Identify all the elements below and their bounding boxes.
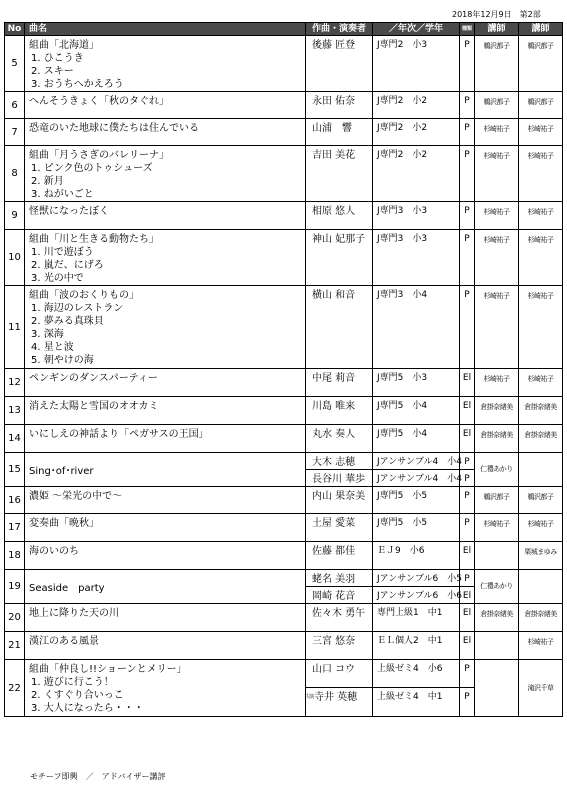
grade-year: Jアンサンブル4 小4 (373, 470, 460, 487)
movement-item: 3. 深海 (31, 329, 64, 340)
teacher-1: 杉崎祐子 (475, 286, 519, 369)
instrument-type: El (460, 369, 475, 397)
table-row (5, 570, 563, 587)
grade-year: J専門3 小3 (373, 202, 460, 230)
teacher-1: 倉掛奈緒美 (475, 604, 519, 632)
movement-item: 2. くすぐり合いっこ (31, 690, 124, 701)
col-teacher-1: 講師 (475, 23, 519, 36)
movement-item: 2. 新月 (31, 176, 64, 187)
teacher-2: 杉崎祐子 (519, 514, 563, 542)
teacher-1: 杉崎祐子 (475, 146, 519, 202)
movement-item: 3. おうちへかえろう (31, 79, 124, 90)
piece-title (25, 230, 306, 286)
col-year: ／年次／学年 (373, 23, 460, 36)
grade-year: J専門2 小2 (373, 119, 460, 146)
teacher-2: 杉崎祐子 (519, 286, 563, 369)
piece-title-main: 消えた太陽と雪国のオオカミ (29, 401, 159, 412)
grade-year: J専門5 小5 (373, 487, 460, 514)
movement-item: 5. 朝やけの海 (31, 355, 94, 366)
instrument-type: P (460, 570, 475, 587)
piece-title (25, 92, 306, 119)
instrument-type: P (460, 119, 475, 146)
performer-name: 佐々木 勇午 (306, 604, 373, 632)
teacher-2: 鵜沢都子 (519, 487, 563, 514)
grade-year: 専門上級1 中1 (373, 604, 460, 632)
teacher-2: 杉崎祐子 (519, 119, 563, 146)
piece-title-main: 組曲「仲良し!!ショーンとメリー」 (29, 664, 187, 675)
grade-year: J専門2 小3 (373, 36, 460, 92)
instrument-type: P (460, 146, 475, 202)
table-row (5, 202, 563, 230)
piece-title-main: ペンギンのダンスパーティー (29, 373, 158, 384)
instrument-type: P (460, 230, 475, 286)
piece-title (25, 369, 306, 397)
instrument-type: El (460, 632, 475, 660)
piece-title-main: 組曲「川と生きる動物たち」 (29, 234, 159, 245)
performer-name: 丸水 奏人 (306, 425, 373, 453)
teacher-2: 倉掛奈緒美 (519, 425, 563, 453)
col-performer: 作曲・演奏者 (306, 23, 373, 36)
piece-title-main: 海のいのち (29, 546, 79, 557)
grade-year: J専門3 小3 (373, 230, 460, 286)
piece-title-main: 怪獣になったぼく (29, 206, 109, 217)
row-number: 15 (5, 453, 25, 487)
performer-name (306, 688, 373, 717)
piece-title-main: へんそうきょく「秋のタぐれ」 (29, 96, 169, 107)
table-row (5, 604, 563, 632)
instrument-type: P (460, 286, 475, 369)
teacher-1: 杉崎祐子 (475, 202, 519, 230)
instrument-type: P (460, 514, 475, 542)
row-number: 7 (5, 119, 25, 146)
row-number: 19 (5, 570, 25, 604)
teacher-1: 鵜沢都子 (475, 36, 519, 92)
grade-year: Jアンサンブル6 小5 (373, 570, 460, 587)
row-number: 6 (5, 92, 25, 119)
row-number: 22 (5, 660, 25, 717)
teacher-2: 栗城まゆみ (519, 542, 563, 570)
teacher-2: 倉掛奈緒美 (519, 397, 563, 425)
teacher-2 (519, 570, 563, 604)
movement-item: 1. ひこうき (31, 53, 84, 64)
table-row (5, 369, 563, 397)
teacher-1: 鵜沢都子 (475, 92, 519, 119)
footer-note: モチーフ即興 ／ アドバイザー講評 (30, 772, 166, 781)
piece-title-main: 濃姫 ～栄光の中で～ (29, 491, 123, 502)
row-number: 13 (5, 397, 25, 425)
performer-name: 後藤 匠登 (306, 36, 373, 92)
piece-title (25, 632, 306, 660)
grade-year: Jアンサンブル4 小4 (373, 453, 460, 470)
row-number: 10 (5, 230, 25, 286)
teacher-2: 鵜沢都子 (519, 92, 563, 119)
teacher-2: 鵜沢都子 (519, 36, 563, 92)
piece-title (25, 36, 306, 92)
instrument-type: El (460, 587, 475, 604)
col-type: 種類 (460, 23, 475, 36)
row-number: 11 (5, 286, 25, 369)
piece-title (25, 425, 306, 453)
teacher-2: 杉崎祐子 (519, 202, 563, 230)
performer-name (306, 470, 373, 487)
performer-name: 吉田 美花 (306, 146, 373, 202)
movement-item: 3. 光の中で (31, 273, 84, 284)
piece-title (25, 660, 306, 717)
instrument-type: El (460, 397, 475, 425)
piece-title (25, 146, 306, 202)
piece-title (25, 119, 306, 146)
table-row (5, 487, 563, 514)
performer-name: 佐藤 都佳 (306, 542, 373, 570)
table-row (5, 230, 563, 286)
performer-name: 横山 和音 (306, 286, 373, 369)
table-row (5, 660, 563, 688)
teacher-1: 杉崎祐子 (475, 230, 519, 286)
teacher-2: 滝沢千草 (519, 660, 563, 717)
movement-item: 3. 大人になったら・・・ (31, 703, 144, 714)
row-number: 9 (5, 202, 25, 230)
piece-title-main: いにしえの神話より「ペガサスの王国」 (29, 429, 209, 440)
table-row (5, 514, 563, 542)
grade-year: J専門5 小3 (373, 369, 460, 397)
table-row (5, 36, 563, 92)
instrument-type: P (460, 36, 475, 92)
row-number: 14 (5, 425, 25, 453)
program-table (4, 22, 563, 717)
table-row (5, 397, 563, 425)
piece-title-main: 恐竜のいた地球に僕たちは住んでいる (29, 123, 199, 134)
table-row (5, 119, 563, 146)
instrument-type: El (460, 425, 475, 453)
performer-name (306, 587, 373, 604)
grade-year: J専門3 小4 (373, 286, 460, 369)
teacher-1: 倉掛奈緒美 (475, 425, 519, 453)
table-row (5, 453, 563, 470)
row-number: 5 (5, 36, 25, 92)
col-no: No (5, 23, 25, 36)
movement-item: 1. 川で遊ぼう (31, 247, 94, 258)
performer-name: 相原 悠人 (306, 202, 373, 230)
grade-year: J専門2 小2 (373, 146, 460, 202)
piece-title (25, 397, 306, 425)
movement-item: 1. 海辺のレストラン (31, 303, 124, 314)
piece-title-main: 組曲「月うさぎのバレリーナ」 (29, 150, 169, 161)
row-number: 21 (5, 632, 25, 660)
piece-title-main: 組曲「波のおくりもの」 (29, 290, 139, 301)
instrument-type: El (460, 542, 475, 570)
col-title: 曲名 (25, 23, 306, 36)
teacher-1 (475, 632, 519, 660)
grade-year: ＥＬ個人2 中1 (373, 632, 460, 660)
row-number: 20 (5, 604, 25, 632)
piece-title-main: 組曲「北海道」 (29, 40, 99, 51)
movement-item: 1. 遊びに行こう！ (31, 677, 114, 688)
grade-year: ＥＪ9 小6 (373, 542, 460, 570)
teacher-2: 杉崎祐子 (519, 230, 563, 286)
performer-name: 永田 佑奈 (306, 92, 373, 119)
piece-title (25, 514, 306, 542)
teacher-2: 杉崎祐子 (519, 146, 563, 202)
grade-year: Jアンサンブル6 小6 (373, 587, 460, 604)
movement-item: 4. 星と波 (31, 342, 74, 353)
teacher-2: 杉崎祐子 (519, 632, 563, 660)
instrument-type: P (460, 92, 475, 119)
teacher-2 (519, 453, 563, 487)
piece-title-main: 地上に降りた天の川 (29, 608, 119, 619)
table-header-row (5, 23, 563, 36)
piece-title (25, 570, 306, 604)
movement-item: 3. ねがいごと (31, 189, 94, 200)
teacher-1: 杉崎祐子 (475, 369, 519, 397)
table-row (5, 542, 563, 570)
row-number: 12 (5, 369, 25, 397)
table-row (5, 632, 563, 660)
instrument-type: P (460, 688, 475, 717)
movement-item: 2. スキー (31, 66, 74, 77)
piece-title-main: Seaside party (29, 582, 105, 594)
movement-item: 2. 嵐だ、にげろ (31, 260, 104, 271)
grade-year: J専門5 小4 (373, 397, 460, 425)
performer-name-text: 寺井 英穂 (314, 692, 358, 703)
instrument-type: P (460, 202, 475, 230)
table-row (5, 146, 563, 202)
movement-item: 1. ピンク色のトゥシューズ (31, 163, 153, 174)
teacher-1: 杉崎祐子 (475, 119, 519, 146)
performer-name: 内山 果奈美 (306, 487, 373, 514)
performer-name-text: 長谷川 華歩 (312, 474, 366, 485)
performer-name: 山口 コウ (306, 660, 373, 688)
piece-title (25, 604, 306, 632)
teacher-1 (475, 542, 519, 570)
teacher-1: 仁禮あかり (475, 570, 519, 604)
performer-name: 土屋 愛菜 (306, 514, 373, 542)
piece-title-main: Sing･of･river (29, 465, 94, 477)
piece-title-main: 漢江のある風景 (29, 636, 99, 647)
instrument-type: P (460, 660, 475, 688)
movement-item: 2. 夢みる真珠貝 (31, 316, 104, 327)
co-performer-tag: 共演 (304, 693, 315, 700)
teacher-1: 杉崎祐子 (475, 514, 519, 542)
table-row (5, 92, 563, 119)
performer-name: 中尾 莉音 (306, 369, 373, 397)
piece-title (25, 286, 306, 369)
teacher-2: 倉掛奈緒美 (519, 604, 563, 632)
instrument-type: P (460, 453, 475, 470)
teacher-1: 倉掛奈緒美 (475, 397, 519, 425)
teacher-1: 鵜沢都子 (475, 487, 519, 514)
row-number: 8 (5, 146, 25, 202)
piece-title (25, 487, 306, 514)
performer-name: 川島 唯来 (306, 397, 373, 425)
instrument-type: P (460, 487, 475, 514)
row-number: 17 (5, 514, 25, 542)
instrument-type: P (460, 470, 475, 487)
performer-name: 山浦 響 (306, 119, 373, 146)
table-row (5, 425, 563, 453)
teacher-2: 杉崎祐子 (519, 369, 563, 397)
instrument-type: El (460, 604, 475, 632)
table-row (5, 286, 563, 369)
row-number: 18 (5, 542, 25, 570)
teacher-1: 仁禮あかり (475, 453, 519, 487)
piece-title-main: 変奏曲「晩秋」 (29, 518, 99, 529)
piece-title (25, 453, 306, 487)
col-teacher-2: 講師 (519, 23, 563, 36)
grade-year: J専門5 小4 (373, 425, 460, 453)
grade-year: J専門5 小5 (373, 514, 460, 542)
grade-year: J専門2 小2 (373, 92, 460, 119)
grade-year: 上級ゼミ4 中1 (373, 688, 460, 717)
performer-name: 三宮 悠奈 (306, 632, 373, 660)
grade-year: 上級ゼミ4 小6 (373, 660, 460, 688)
performer-name: 蛯名 美羽 (306, 570, 373, 587)
performer-name: 神山 妃那子 (306, 230, 373, 286)
piece-title (25, 202, 306, 230)
teacher-1 (475, 660, 519, 717)
piece-title (25, 542, 306, 570)
performer-name-text: 岡崎 花音 (312, 591, 356, 602)
program-date: 2018年12月9日 第2部 (452, 10, 541, 19)
row-number: 16 (5, 487, 25, 514)
performer-name: 大木 志穂 (306, 453, 373, 470)
